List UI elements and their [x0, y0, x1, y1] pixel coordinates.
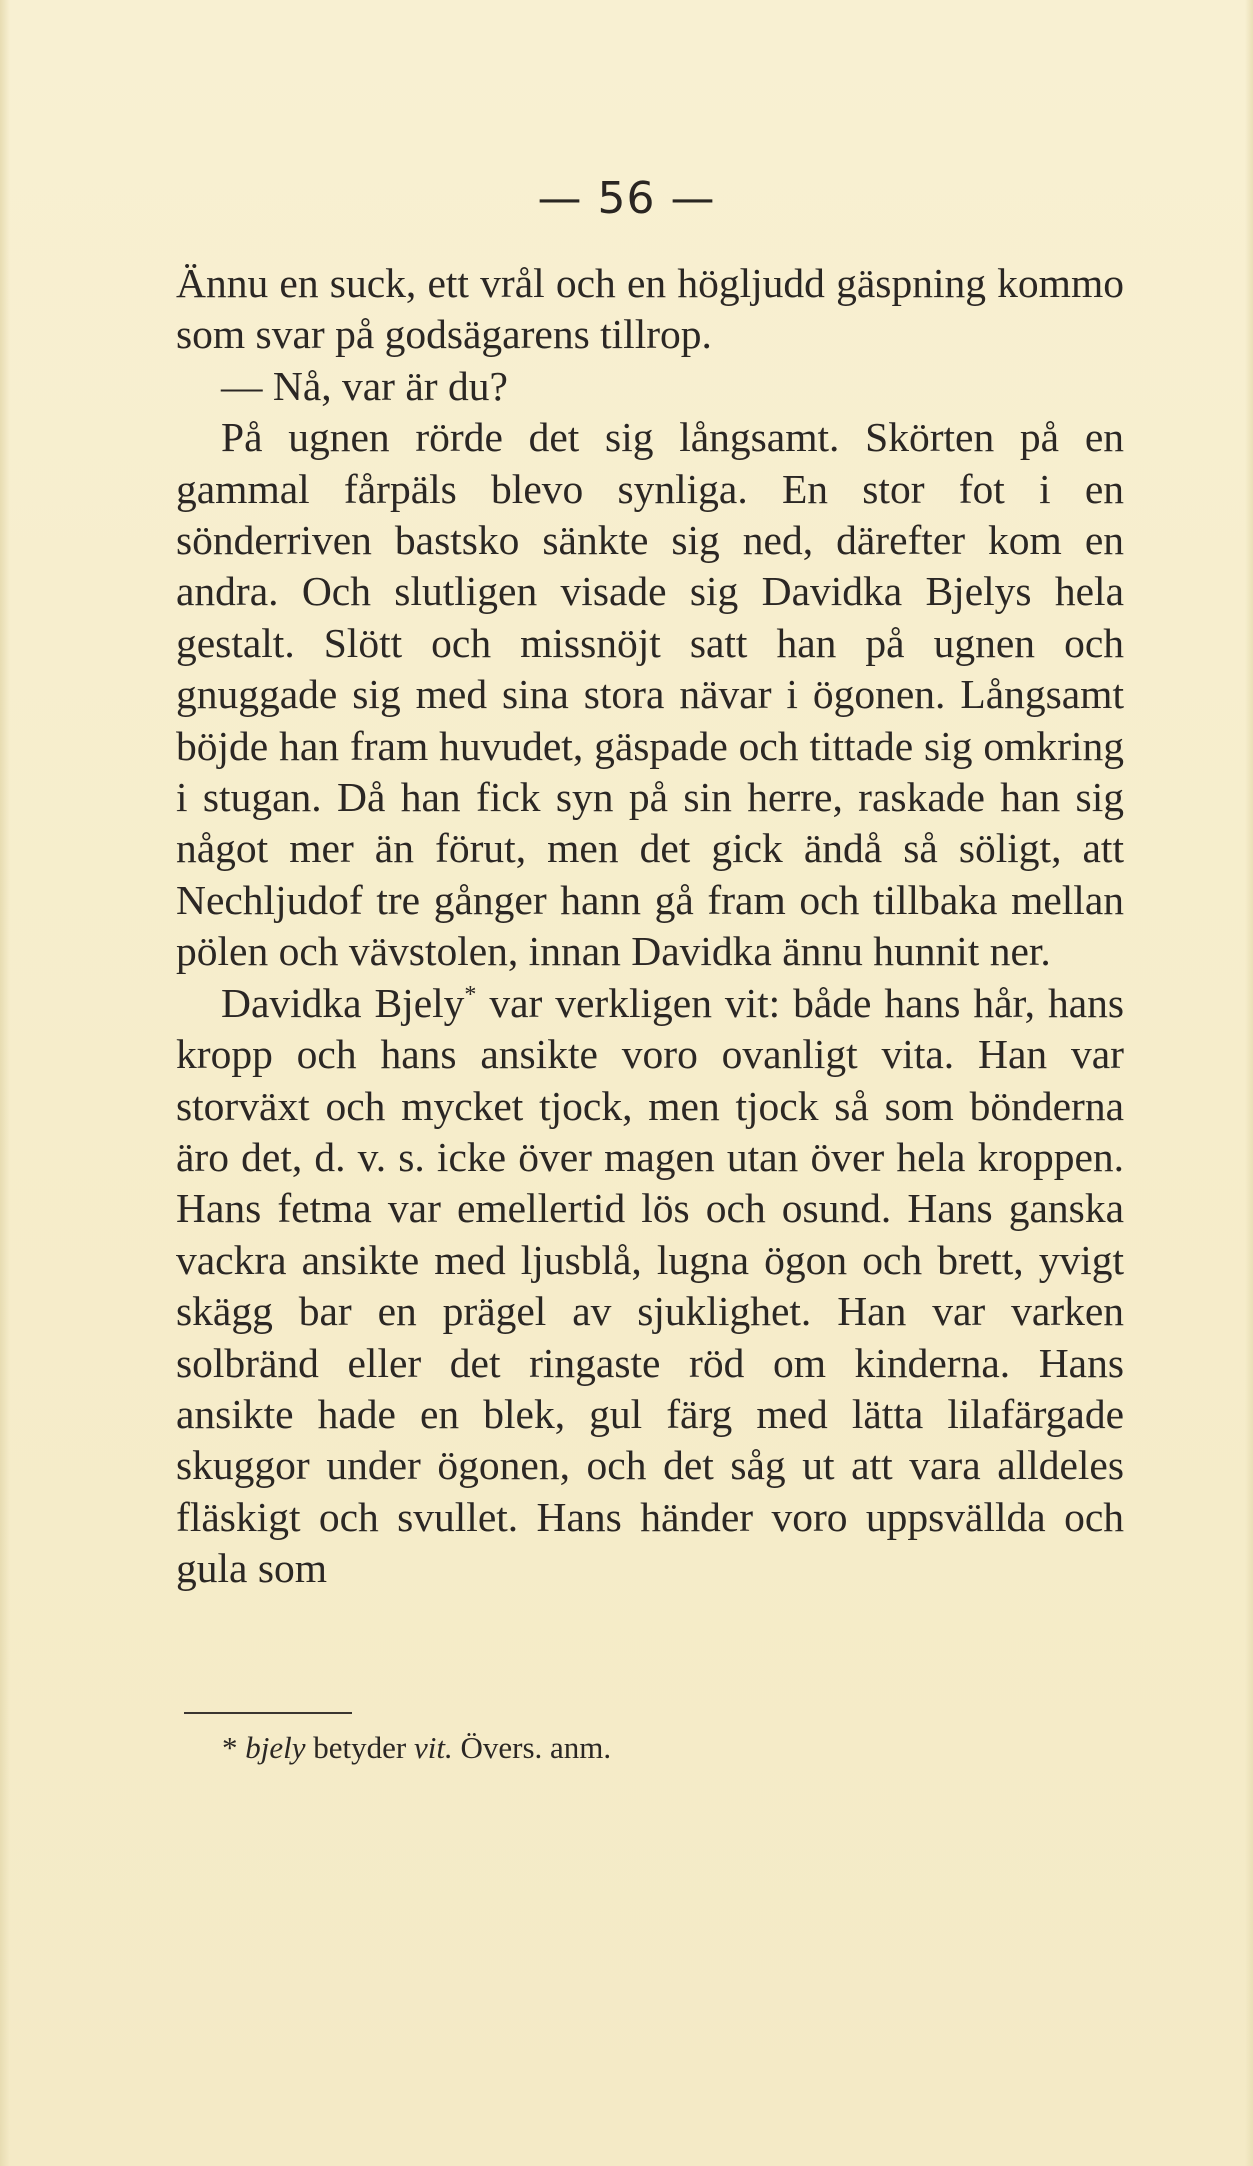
footnote-term: bjely: [245, 1730, 306, 1765]
footnote: [222, 1728, 1122, 1768]
footnote-text-2: Övers. anm.: [452, 1730, 612, 1765]
body-text: [176, 258, 1124, 1595]
page-edge-right: [1245, 0, 1253, 2166]
paragraph-4: [176, 978, 1124, 1595]
footnote-marker: *: [222, 1730, 238, 1765]
paragraph-3: På ugnen rörde det sig långsamt. Skörten på en gammal fårpäls blevo synliga. En stor fot i en sönderriven bastsko sänkte sig ned, därefter kom en andra. Och slutligen visade sig Davidka Bjelys hela gestalt. Slött och missnöjt satt han på ugnen och gnuggade sig med sina stora nävar i ögonen. Långsamt böjde han fram huvudet, gäspade och tittade sig omkring i stugan. Då han fick syn på sin herre, raskade han sig något mer än förut, men det gick ändå så söligt, att Nechljudof tre gånger hann gå fram och tillbaka mellan pölen och vävstolen, innan Davidka ännu hunnit ner.: [176, 414, 1124, 975]
page-number: — 56 —: [537, 173, 716, 224]
paragraph-4-rest: var verkligen vit: både hans hår, hans kropp och hans ansikte voro ovanligt vita. Han var storväxt och mycket tjock, men tjock så som bönderna äro det, d. v. s. icke över magen utan över hela kroppen. Hans fetma var emellertid lös och osund. Hans ganska vackra ansikte med ljusblå, lugna ögon och brett, yvigt skägg bar en prägel av sjuklighet. Han var varken solbränd eller det ringaste röd om kinderna. Hans ansikte hade en blek, gul färg med lätta lilafärgade skuggor under ögonen, och det såg ut att vara alldeles fläskigt och svullet. Hans händer voro uppsvällda och gula som: [176, 979, 1125, 1592]
paragraph-2: — Nå, var är du?: [221, 362, 508, 409]
footnote-reference-marker: *: [464, 981, 477, 1008]
paragraph-1: Ännu en suck, ett vrål och en högljudd gäspning kommo som svar på godsägarens tillrop.: [176, 260, 1124, 358]
footnote-divider: [184, 1712, 352, 1714]
footnote-text-1: betyder: [305, 1730, 414, 1765]
paragraph-4-start: Davidka Bjely: [221, 979, 465, 1026]
footnote-meaning: vit.: [413, 1730, 453, 1765]
page-edge-left: [0, 0, 10, 2166]
